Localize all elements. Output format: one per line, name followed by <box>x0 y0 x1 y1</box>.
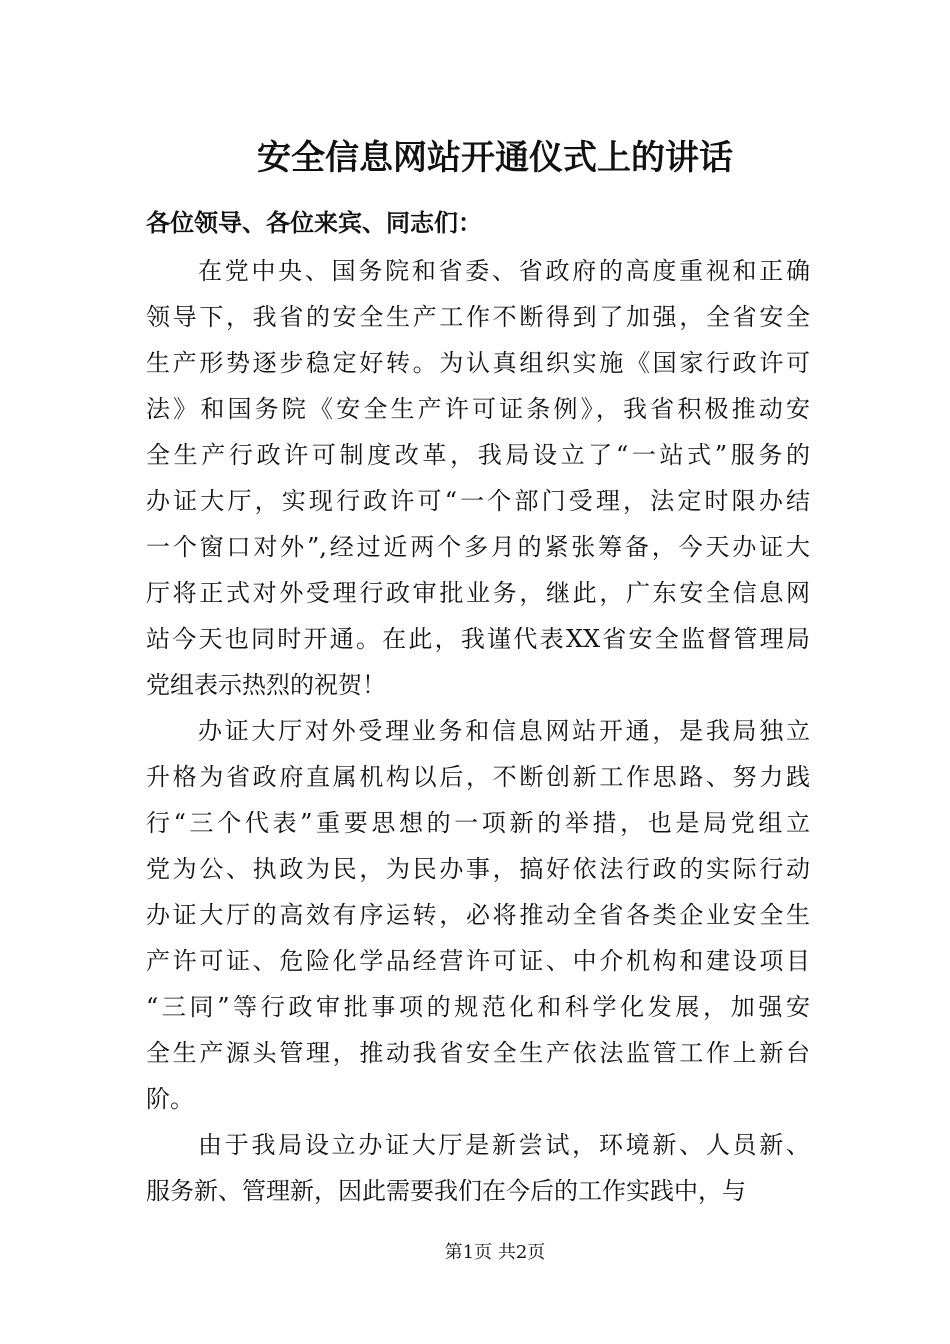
paragraph-line: 办证大厅的高效有序运转，必将推动全省各类企业安全生 <box>146 901 810 929</box>
paragraph-line: “三同”等行政审批事项的规范化和科学化发展，加强安 <box>146 993 810 1021</box>
paragraph-line: 产许可证、危险化学品经营许可证、中介机构和建设项目 <box>146 947 810 975</box>
paragraph-line: 升格为省政府直属机构以后，不断创新工作思路、努力践 <box>146 763 810 791</box>
paragraph-line: 党组表示热烈的祝贺！ <box>146 671 386 699</box>
paragraph-line: 厅将正式对外受理行政审批业务，继此，广东安全信息网 <box>146 579 810 607</box>
salutation: 各位领导、各位来宾、同志们： <box>146 208 482 237</box>
paragraph-line: 全生产源头管理，推动我省安全生产依法监管工作上新台 <box>146 1039 810 1067</box>
paragraph-line: 领导下，我省的安全生产工作不断得到了加强，全省安全 <box>146 303 810 331</box>
paragraph-line: 服务新、管理新，因此需要我们在今后的工作实践中，与 <box>146 1177 746 1205</box>
paragraph-line: 行“三个代表”重要思想的一项新的举措，也是局党组立 <box>146 809 810 837</box>
paragraph-line: 生产形势逐步稳定好转。为认真组织实施《国家行政许可 <box>146 349 810 377</box>
paragraph-line: 一个窗口对外”,经过近两个多月的紧张筹备，今天办证大 <box>146 533 810 561</box>
paragraph <box>146 248 810 708</box>
page-footer: 第1页 共2页 <box>444 1242 546 1263</box>
document-body <box>146 248 810 1214</box>
paragraph-line: 办证大厅，实现行政许可“一个部门受理，法定时限办结 <box>146 487 810 515</box>
paragraph-line: 党为公、执政为民，为民办事，搞好依法行政的实际行动 <box>146 855 810 883</box>
paragraph <box>146 708 810 1122</box>
paragraph-line: 法》和国务院《安全生产许可证条例》，我省积极推动安 <box>146 395 810 423</box>
paragraph-line: 全生产行政许可制度改革，我局设立了“一站式”服务的 <box>146 441 810 469</box>
paragraph-line: 站今天也同时开通。在此，我谨代表XX省安全监督管理局 <box>146 625 810 653</box>
document-title: 安全信息网站开通仪式上的讲话 <box>257 138 733 178</box>
paragraph <box>146 1122 810 1214</box>
paragraph-line: 在党中央、国务院和省委、省政府的高度重视和正确 <box>198 257 810 285</box>
paragraph-line: 办证大厅对外受理业务和信息网站开通，是我局独立 <box>198 717 810 745</box>
paragraph-line: 由于我局设立办证大厅是新尝试，环境新、人员新、 <box>198 1131 810 1159</box>
paragraph-line: 阶。 <box>146 1085 194 1113</box>
